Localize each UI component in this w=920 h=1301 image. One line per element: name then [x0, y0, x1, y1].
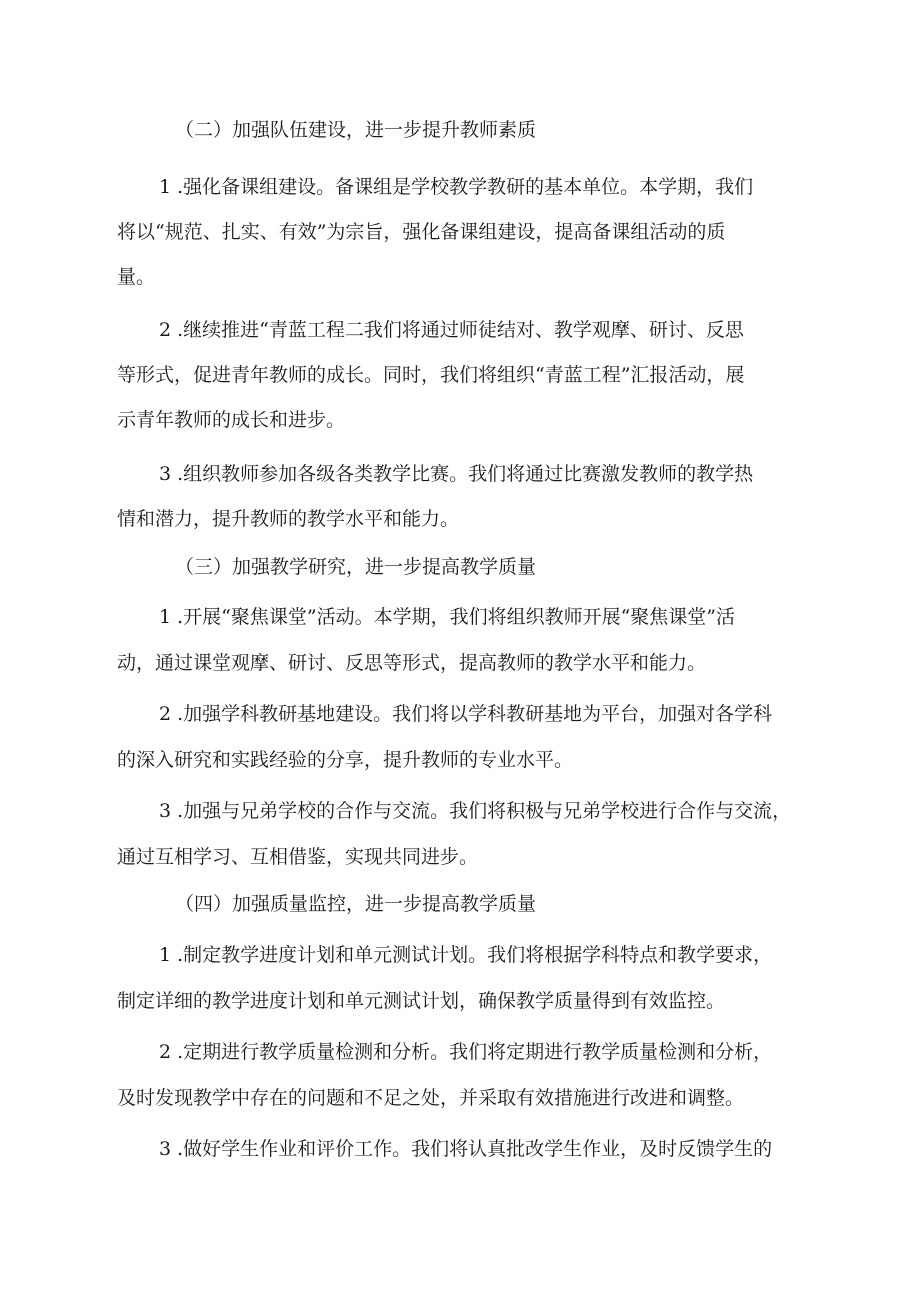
- paragraph-line: 制定详细的教学进度计划和单元测试计划，确保教学质量得到有效监控。: [117, 990, 726, 1012]
- paragraph-line: 3 .组织教师参加各级各类教学比赛。我们将通过比赛激发教师的教学热: [159, 463, 754, 485]
- section-heading-4: （四）加强质量监控，进一步提高教学质量: [175, 893, 537, 915]
- paragraph-line: 2 .加强学科教研基地建设。我们将以学科教研基地为平台，加强对各学科: [159, 703, 773, 725]
- paragraph-line: 情和潜力，提升教师的教学水平和能力。: [117, 508, 460, 530]
- paragraph-line: 3 .加强与兄弟学校的合作与交流。我们将积极与兄弟学校进行合作与交流，: [159, 800, 792, 822]
- section-heading-2: （二）加强队伍建设，进一步提升教师素质: [175, 119, 537, 141]
- paragraph-line: 2 .继续推进“青蓝工程二我们将通过师徒结对、教学观摩、研讨、反思: [159, 319, 744, 341]
- paragraph-line: 量。: [117, 266, 156, 288]
- paragraph-line: 1 .开展“聚焦课堂”活动。本学期，我们将组织教师开展“聚焦课堂”活: [159, 606, 736, 628]
- section-heading-3: （三）加强教学研究，进一步提高教学质量: [175, 556, 537, 578]
- paragraph-line: 2 .定期进行教学质量检测和分析。我们将定期进行教学质量检测和分析，: [159, 1041, 773, 1063]
- paragraph-line: 示青年教师的成长和进步。: [117, 409, 346, 431]
- paragraph-line: 及时发现教学中存在的问题和不足之处，并采取有效措施进行改进和调整。: [117, 1087, 745, 1109]
- paragraph-line: 等形式，促进青年教师的成长。同时，我们将组织“青蓝工程”汇报活动，展: [117, 364, 745, 386]
- paragraph-line: 1 .制定教学进度计划和单元测试计划。我们将根据学科特点和教学要求，: [159, 944, 773, 966]
- paragraph-line: 的深入研究和实践经验的分享，提升教师的专业水平。: [117, 749, 574, 771]
- paragraph-line: 动，通过课堂观摩、研讨、反思等形式，提高教师的教学水平和能力。: [117, 652, 707, 674]
- paragraph-line: 将以“规范、扎实、有效”为宗旨，强化备课组建设，提高备课组活动的质: [117, 221, 726, 243]
- paragraph-line: 1 .强化备课组建设。备课组是学校教学教研的基本单位。本学期，我们: [159, 176, 754, 198]
- paragraph-line: 通过互相学习、互相借鉴，实现共同进步。: [117, 846, 479, 868]
- paragraph-line: 3 .做好学生作业和评价工作。我们将认真批改学生作业，及时反馈学生的: [159, 1138, 773, 1160]
